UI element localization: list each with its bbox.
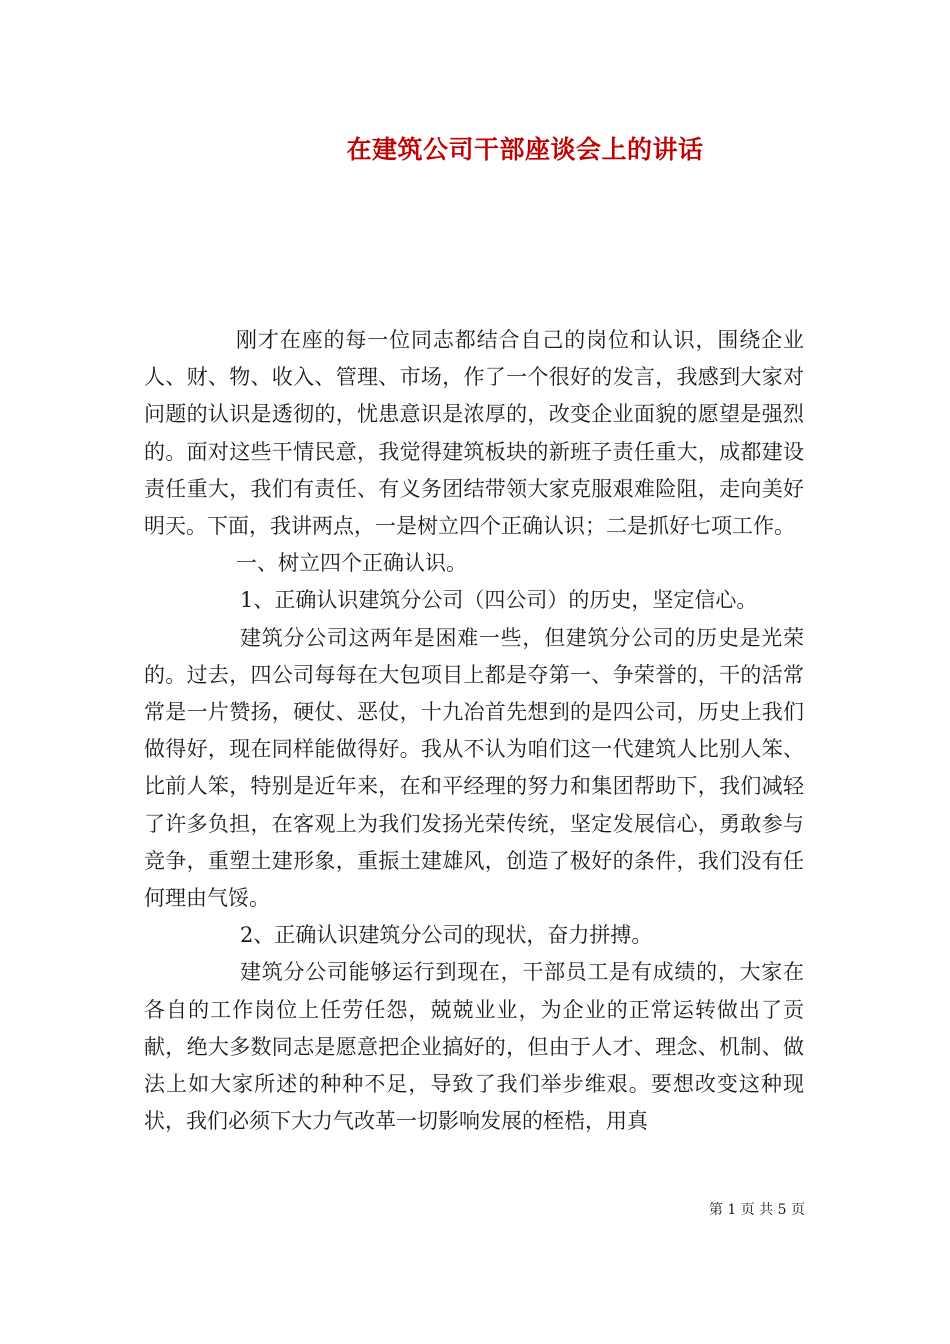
- paragraph-status: 建筑分公司能够运行到现在，干部员工是有成绩的，大家在各自的工作岗位上任劳任怨，兢兢业业，为企业的正常运转做出了贡献，绝大多数同志是愿意把企业搞好的，但由于人才、理念、机制、做法上如大家所述的种种不足，导致了我们举步维艰。要想改变这种现状，我们必须下大力气改革一切影响发展的桎梏，用真: [144, 960, 804, 1134]
- section-heading-1: 一、树立四个正确认识。: [236, 551, 467, 576]
- subheading-1: 1、正确认识建筑分公司（四公司）的历史，坚定信心。: [240, 588, 758, 613]
- subheading-2: 2、正确认识建筑分公司的现状，奋力拼搏。: [240, 923, 653, 948]
- paragraph-history: 建筑分公司这两年是困难一些，但建筑分公司的历史是光荣的。过去，四公司每每在大包项目上都是夺第一、争荣誉的，干的活常常是一片赞扬，硬仗、恶仗，十九冶首先想到的是四公司，历史上我们做得好，现在同样能做得好。我从不认为咱们这一代建筑人比别人笨、比前人笨，特别是近年来，在和平经理的努力和集团帮助下，我们减轻了许多负担，在客观上为我们发扬光荣传统，坚定发展信心，勇敢参与竞争，重塑土建形象，重振土建雄风，创造了极好的条件，我们没有任何理由气馁。: [144, 625, 804, 911]
- paragraph-intro: 刚才在座的每一位同志都结合自己的岗位和认识，围绕企业人、财、物、收入、管理、市场，作了一个很好的发言，我感到大家对问题的认识是透彻的，忧患意识是浓厚的，改变企业面貌的愿望是强烈的。面对这些干情民意，我觉得建筑板块的新班子责任重大，成都建设责任重大，我们有责任、有义务团结带领大家克服艰难险阻，走向美好明天。下面，我讲两点，一是树立四个正确认识；二是抓好七项工作。: [144, 328, 804, 539]
- document-title: 在建筑公司干部座谈会上的讲话: [346, 135, 704, 164]
- page-footer: 第 1 页 共 5 页: [708, 1202, 805, 1218]
- document-body: [144, 322, 804, 1140]
